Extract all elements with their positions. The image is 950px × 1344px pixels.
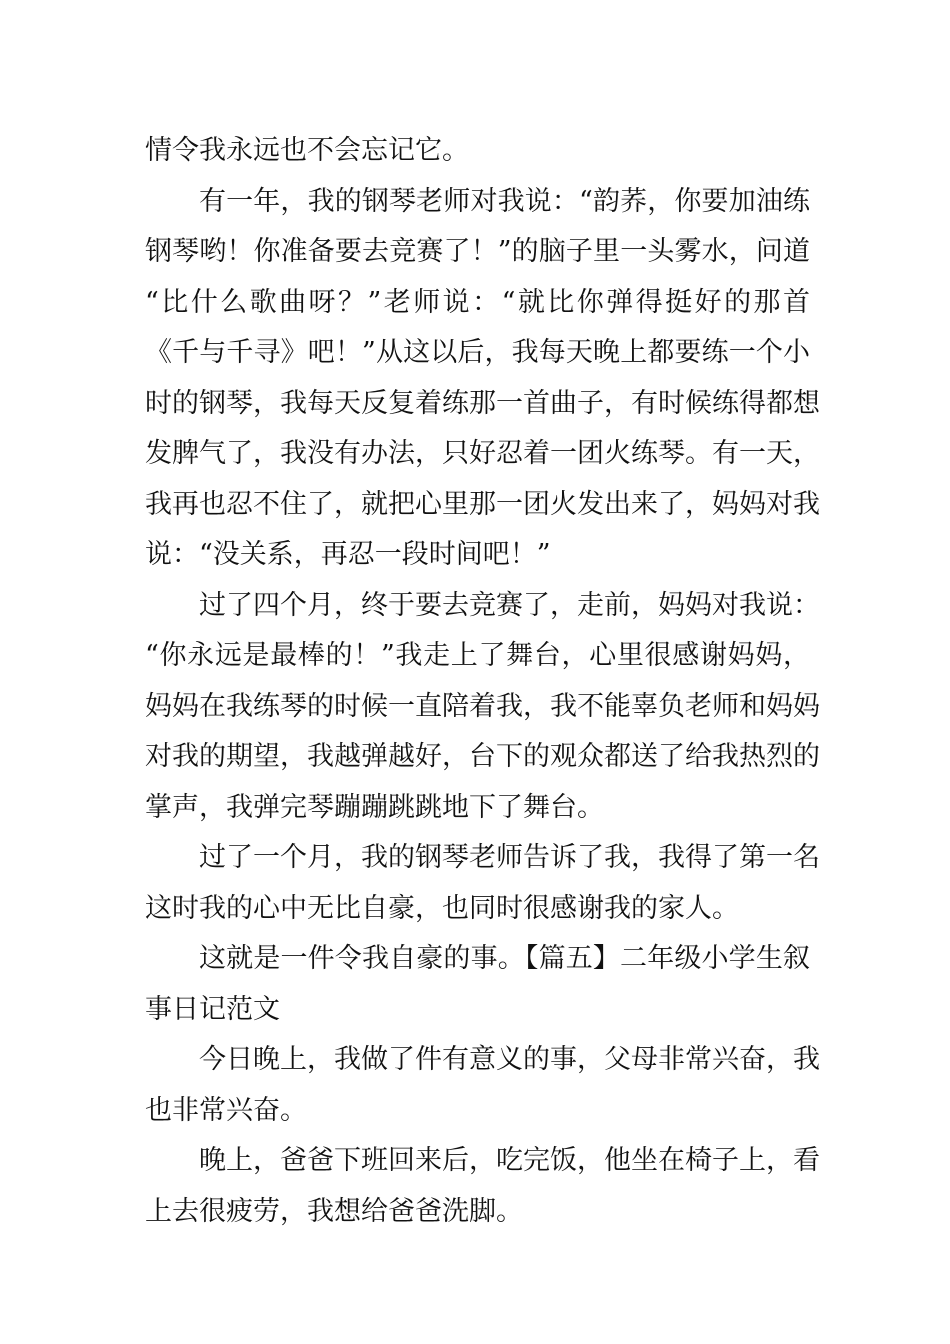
text-line: 晚上，爸爸下班回来后，吃完饭，他坐在椅子上，看 bbox=[199, 1145, 820, 1176]
text-line: “你永远是最棒的！”我走上了舞台，心里很感谢妈妈， bbox=[145, 640, 810, 671]
text-line: 上去很疲劳，我想给爸爸洗脚。 bbox=[145, 1195, 523, 1227]
text-line: 也非常兴奋。 bbox=[145, 1094, 307, 1126]
document-body-text bbox=[145, 126, 820, 1237]
text-line: 《千与千寻》吧！”从这以后，我每天晚上都要练一个小 bbox=[145, 337, 810, 368]
text-line: 过了四个月，终于要去竞赛了，走前，妈妈对我说： bbox=[199, 589, 820, 621]
text-line: 事日记范文 bbox=[145, 993, 280, 1025]
text-line: 发脾气了，我没有办法，只好忍着一团火练琴。有一天， bbox=[145, 438, 820, 469]
text-line: 有一年，我的钢琴老师对我说：“韵荞，你要加油练 bbox=[199, 185, 810, 217]
text-line: 钢琴哟！你准备要去竞赛了！”的脑子里一头雾水，问道 bbox=[145, 236, 810, 267]
text-line: 对我的期望，我越弹越好，台下的观众都送了给我热烈的 bbox=[145, 741, 820, 772]
text-line: 掌声，我弹完琴蹦蹦跳跳地下了舞台。 bbox=[145, 791, 604, 823]
text-line: 今日晚上，我做了件有意义的事，父母非常兴奋，我 bbox=[199, 1044, 820, 1075]
text-line: 这时我的心中无比自豪，也同时很感谢我的家人。 bbox=[145, 892, 739, 924]
text-line: 说：“没关系，再忍一段时间吧！” bbox=[145, 539, 551, 570]
text-line: 时的钢琴，我每天反复着练那一首曲子，有时候练得都想 bbox=[145, 387, 820, 419]
text-line: 我再也忍不住了，就把心里那一团火发出来了，妈妈对我 bbox=[145, 488, 820, 520]
text-line: 这就是一件令我自豪的事。【篇五】二年级小学生叙 bbox=[199, 943, 810, 974]
text-line: 情令我永远也不会忘记它。 bbox=[145, 135, 469, 166]
text-line: 妈妈在我练琴的时候一直陪着我，我不能辜负老师和妈妈 bbox=[145, 690, 820, 722]
text-line: “比什么歌曲呀？”老师说：“就比你弹得挺好的那首 bbox=[145, 286, 810, 318]
text-line: 过了一个月，我的钢琴老师告诉了我，我得了第一名 bbox=[199, 842, 820, 873]
